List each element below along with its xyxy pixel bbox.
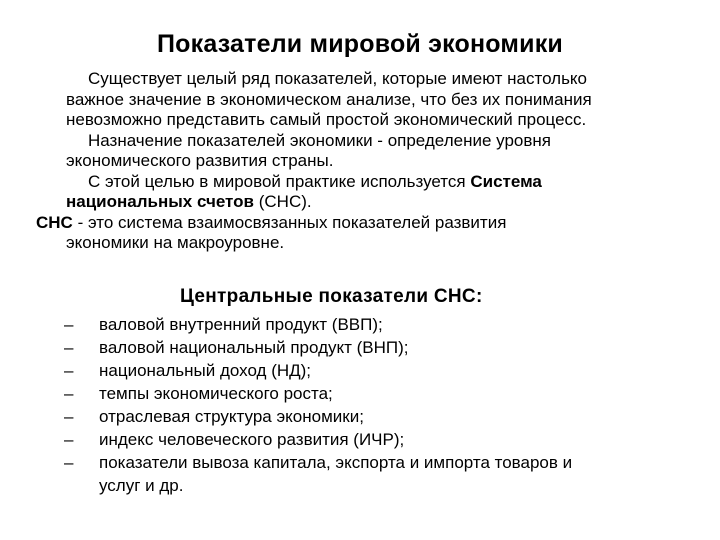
text-line: невозможно представить самый простой экономический процесс. — [66, 110, 587, 129]
list-item-text: отраслевая структура экономики; — [99, 407, 364, 426]
paragraph-indicators-importance — [36, 69, 706, 131]
list-item — [64, 405, 704, 428]
list-item-text: темпы экономического роста; — [99, 384, 333, 403]
text-run: С этой целью в мировой практике используется — [88, 171, 471, 191]
dash-bullet: – — [64, 361, 74, 380]
paragraph-sna-definition — [36, 213, 706, 254]
dash-bullet: – — [64, 315, 74, 334]
list-item — [64, 382, 704, 405]
text-run: (СНС). — [254, 192, 312, 211]
list-item — [64, 336, 704, 359]
text-line: Назначение показателей экономики - определение уровня — [88, 130, 551, 150]
term-bold: СНС — [36, 212, 73, 232]
body-text — [36, 69, 706, 254]
text-run: - это система взаимосвязанных показателей развития — [72, 212, 507, 232]
text-line: важное значение в экономическом анализе, что без их понимания — [66, 89, 592, 109]
list-item-text: валовой национальный продукт (ВНП); — [99, 338, 409, 357]
text-line: экономического развития страны. — [66, 151, 334, 170]
text-line: экономики на макроуровне. — [66, 233, 285, 252]
text-line — [66, 172, 706, 193]
dash-bullet: – — [64, 430, 74, 449]
text-line — [66, 192, 706, 213]
list-item-text: показатели вывоза капитала, экспорта и импорта товаров и — [99, 453, 573, 472]
paragraph-indicators-purpose — [36, 131, 706, 172]
list-item-text: валовой внутренний продукт (ВВП); — [99, 315, 383, 334]
indicators-list — [64, 313, 704, 497]
list-item-text: национальный доход (НД); — [99, 361, 312, 380]
list-item-text-continuation: услуг и др. — [99, 476, 184, 495]
list-item — [64, 428, 704, 451]
term-bold: национальных счетов — [66, 192, 254, 211]
term-bold: Система — [470, 171, 542, 191]
dash-bullet: – — [64, 338, 74, 357]
section-subtitle: Центральные показатели СНС: — [180, 286, 483, 307]
dash-bullet: – — [64, 384, 74, 403]
paragraph-sna-usage — [36, 172, 706, 213]
text-line: Существует целый ряд показателей, которые имеют настолько — [88, 69, 588, 88]
list-item — [64, 451, 704, 497]
list-item — [64, 313, 704, 336]
list-item — [64, 359, 704, 382]
list-item-text: индекс человеческого развития (ИЧР); — [99, 430, 405, 449]
text-line — [36, 213, 706, 234]
slide-title: Показатели мировой экономики — [157, 30, 563, 58]
dash-bullet: – — [64, 407, 74, 426]
dash-bullet: – — [64, 453, 74, 472]
